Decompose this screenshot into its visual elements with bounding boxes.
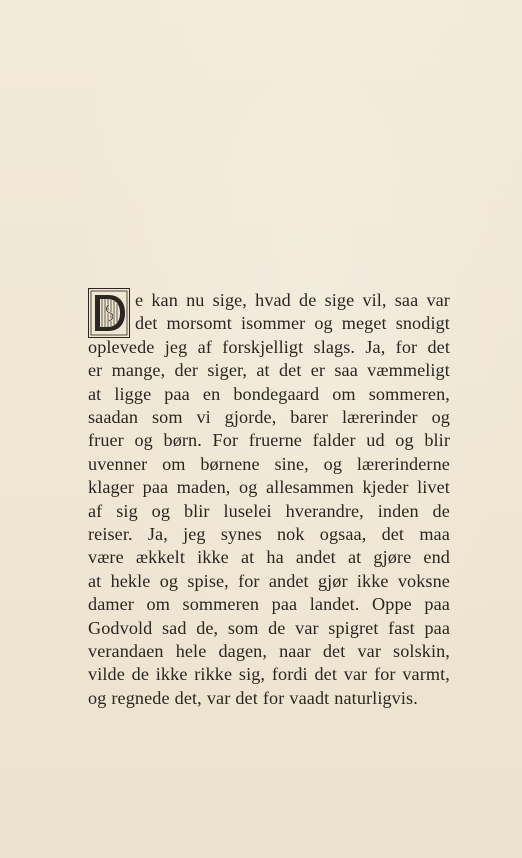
text-line: er mange, der siger, at det er saa væmmeligt: [88, 360, 450, 381]
text-line: Godvold sad de, som de var spigret fast paa: [88, 617, 450, 638]
text-line: at ligge paa en bondegaard om sommeren,: [88, 383, 450, 404]
text-line: at hekle og spise, for andet gjør ikke voksne: [88, 570, 450, 591]
text-line: fruer og børn. For fruerne falder ud og blir: [88, 430, 450, 451]
text-line: være ækkelt ikke at ha andet at gjøre end: [88, 547, 450, 568]
text-line: damer om sommeren paa landet. Oppe paa: [88, 594, 450, 615]
text-line: e kan nu sige, hvad de sige vil, saa var: [135, 290, 450, 310]
ornamental-initial-D-icon: [88, 288, 130, 338]
text-line: oplevede jeg af forskjelligt slags. Ja, for det: [88, 336, 450, 357]
text-line: saadan som vi gjorde, barer lærerinder og: [88, 407, 450, 427]
text-line: vilde de ikke rikke sig, fordi det var for varmt,: [88, 664, 450, 685]
text-line: verandaen hele dagen, naar det var solskin,: [88, 641, 450, 661]
text-line: uvenner om børnene sine, og lærerinderne: [88, 453, 450, 474]
text-line: reiser. Ja, jeg synes nok ogsaa, det maa: [88, 524, 450, 544]
text-line: klager paa maden, og allesammen kjeder livet: [88, 477, 450, 498]
text-line: det morsomt isommer og meget snodigt: [135, 313, 450, 334]
text-line: og regnede det, var det for vaadt naturligvis.: [88, 687, 418, 708]
text-line: af sig og blir luselei hverandre, inden de: [88, 500, 450, 521]
